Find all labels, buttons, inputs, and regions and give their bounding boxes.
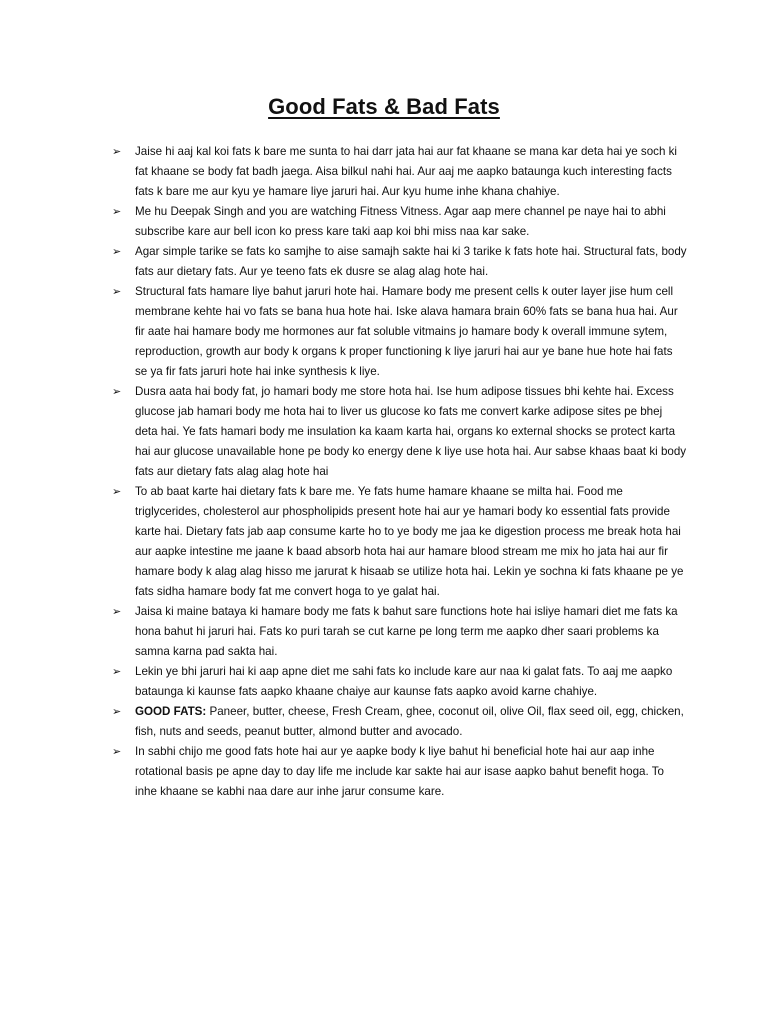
list-item [112, 482, 687, 602]
list-item-good-fats [112, 702, 687, 742]
list-item-text: To ab baat karte hai dietary fats k bare me. Ye fats hume hamare khaane se milta hai. Food me triglycerides, cholesterol aur phospholipids present hote hai aur ye hamari body ko essential fats provide karte hai. Dietary fats jab aap consume karte ho to ye body me jaa ke digestion process me break hota hai aur aapke intestine me jaane k baad absorb hota hai aur hamare blood stream me mix ho jata hai aur fir hamare body k alag alag hisso me jarurat k hisaab se utilize hota hai. Lekin ye sochna ki fats khaane pe ye fats sidha hamare body fat me convert hoga to ye galat hai. [135, 485, 684, 598]
list-item-text: Lekin ye bhi jaruri hai ki aap apne diet me sahi fats ko include kare aur naa ki galat fats. To aaj me aapko bataunga ki kaunse fats aapko khaane chaiye aur kaunse fats aapko avoid karne chahiye. [135, 665, 673, 698]
arrow-bullet-icon: ➢ [112, 385, 122, 398]
arrow-bullet-icon: ➢ [112, 705, 122, 718]
arrow-bullet-icon: ➢ [112, 145, 122, 158]
arrow-bullet-icon: ➢ [112, 285, 122, 298]
list-item-text: Structural fats hamare liye bahut jaruri hote hai. Hamare body me present cells k outer layer jise hum cell membrane kehte hai vo fats se bana hua hote hai. Iske alava hamara brain 60% fats se bana hua hai. Aur fir aate hai hamare body me hormones aur fat soluble vitmains jo hamare body k overall immune sytem, reproduction, growth aur body k organs k proper functioning k liye jaruri hai aur ye bane hue hote hai fats se ya fir fats jaruri hote hai inke synthesis k liye. [135, 285, 678, 378]
list-item [112, 742, 687, 802]
list-item [112, 602, 687, 662]
arrow-bullet-icon: ➢ [112, 245, 122, 258]
list-item-text: Dusra aata hai body fat, jo hamari body me store hota hai. Ise hum adipose tissues bhi kehte hai. Excess glucose jab hamari body me hota hai to liver us glucose ko fats me convert karke adipose sites pe bhej deta hai. Ye fats hamari body me insulation ka kaam karta hai, organs ko external shocks se protect karta hai aur glucose unavailable hone pe body ko energy dene k liye use hota hai. Aur sabse khaas baat ki body fats aur dietary fats alag alag hote hai [135, 385, 687, 478]
arrow-bullet-icon: ➢ [112, 665, 122, 678]
arrow-bullet-icon: ➢ [112, 485, 122, 498]
list-item [112, 382, 687, 482]
arrow-bullet-icon: ➢ [112, 745, 122, 758]
list-item [112, 662, 687, 702]
list-item [112, 142, 687, 202]
bullet-list [112, 142, 687, 802]
list-item-text: Paneer, butter, cheese, Fresh Cream, ghee, coconut oil, olive Oil, flax seed oil, egg, chicken, fish, nuts and seeds, peanut butter, almond butter and avocado. [135, 705, 684, 738]
list-item [112, 242, 687, 282]
arrow-bullet-icon: ➢ [112, 605, 122, 618]
list-item-text: Me hu Deepak Singh and you are watching Fitness Vitness. Agar aap mere channel pe naye hai to abhi subscribe kare aur bell icon ko press kare taki aap koi bhi miss naa kar sake. [135, 205, 666, 238]
list-item-text: Agar simple tarike se fats ko samjhe to aise samajh sakte hai ki 3 tarike k fats hote hai. Structural fats, body fats aur dietary fats. Aur ye teeno fats ek dusre se alag alag hote hai. [135, 245, 687, 278]
arrow-bullet-icon: ➢ [112, 205, 122, 218]
page-title: Good Fats & Bad Fats [268, 94, 500, 119]
list-item [112, 202, 687, 242]
list-item-text: Jaisa ki maine bataya ki hamare body me fats k bahut sare functions hote hai isliye hamari diet me fats ka hona bahut hi jaruri hai. Fats ko puri tarah se cut karne pe long term me aapko dher saari problems ka samna karna pad sakta hai. [135, 605, 678, 658]
list-item-text: Jaise hi aaj kal koi fats k bare me sunta to hai darr jata hai aur fat khaane se mana kar deta hai ye soch ki fat khaane se body fat badh jaega. Aisa bilkul nahi hai. Aur aaj me aapko bataunga kuch interesting facts fats k bare me aur kyu ye hamare liye jaruri hai. Aur kyu hume inhe khana chahiye. [135, 145, 677, 198]
good-fats-label: GOOD FATS: [135, 705, 207, 718]
list-item-text: In sabhi chijo me good fats hote hai aur ye aapke body k liye bahut hi beneficial hote hai aur aap inhe rotational basis pe apne day to day life me include kar sakte hai aur isase aapko bahut benefit hoga. To inhe khaane se kabhi naa dare aur inhe jarur consume kare. [135, 745, 664, 798]
list-item [112, 282, 687, 382]
